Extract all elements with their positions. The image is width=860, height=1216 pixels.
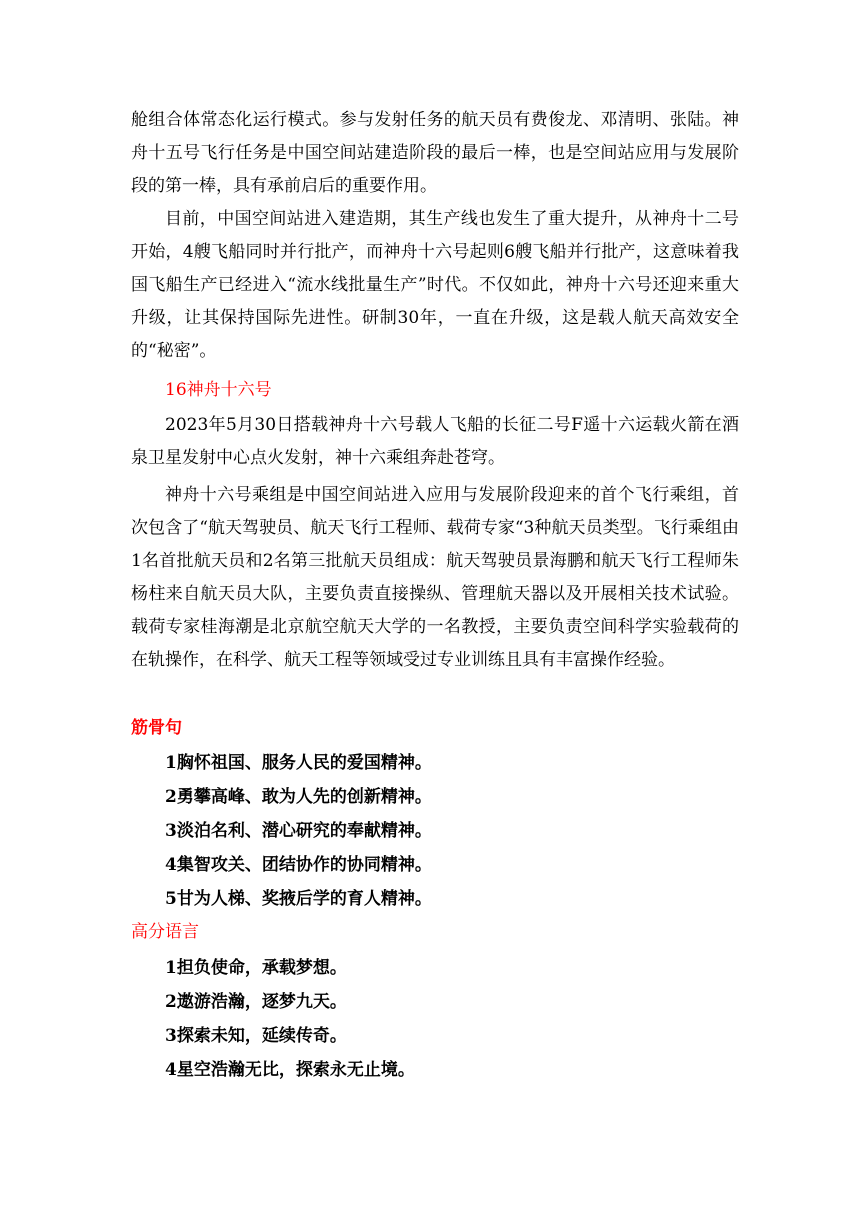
section-heading-gaofen: 高分语言 (131, 922, 199, 942)
list-item: 2遨游浩瀚，逐梦九天。 (165, 992, 347, 1012)
list-item: 2勇攀高峰、敢为人先的创新精神。 (165, 787, 432, 807)
list-item: 4集智攻关、团结协作的协同精神。 (165, 855, 432, 875)
paragraph-production: 目前，中国空间站进入建造期，其生产线也发生了重大提升，从神舟十二号开始，4艘飞船同时并行批产，而神舟十六号起则6艘飞船并行批产，这意味着我国飞船生产已经进入“流水线批量生产”时代。不仅如此，神舟十六号还迎来重大升级，让其保持国际先进性。研制30年，一直在升级，这是载人航天高效安全的“秘密”。 (131, 209, 739, 361)
jingu-list (165, 746, 432, 916)
list-item: 1胸怀祖国、服务人民的爱国精神。 (165, 753, 432, 773)
paragraph-shenzhou15: 舱组合体常态化运行模式。参与发射任务的航天员有费俊龙、邓清明、张陆。神舟十五号飞行任务是中国空间站建造阶段的最后一棒，也是空间站应用与发展阶段的第一棒，具有承前启后的重要作用。 (131, 110, 739, 196)
list-item: 4星空浩瀚无比，探索永无止境。 (165, 1060, 415, 1080)
list-item: 3探索未知，延续传奇。 (165, 1026, 347, 1046)
gaofen-list (165, 951, 415, 1087)
paragraph-launch: 2023年5月30日搭载神舟十六号载人飞船的长征二号F遥十六运载火箭在酒泉卫星发射中心点火发射，神十六乘组奔赴苍穹。 (131, 415, 739, 468)
list-item: 3淡泊名利、潜心研究的奉献精神。 (165, 821, 432, 841)
list-item: 1担负使命，承载梦想。 (165, 958, 347, 978)
subheading-shenzhou16: 16神舟十六号 (165, 380, 272, 400)
list-item: 5甘为人梯、奖掖后学的育人精神。 (165, 889, 432, 909)
paragraph-crew: 神舟十六号乘组是中国空间站进入应用与发展阶段迎来的首个飞行乘组，首次包含了“航天驾驶员、航天飞行工程师、载荷专家“3种航天员类型。飞行乘组由1名首批航天员和2名第三批航天员组成：航天驾驶员景海鹏和航天飞行工程师朱杨柱来自航天员大队，主要负责直接操纵、管理航天器以及开展相关技术试验。载荷专家桂海潮是北京航空航天大学的一名教授，主要负责空间科学实验载荷的在轨操作，在科学、航天工程等领域受过专业训练且具有丰富操作经验。 (131, 485, 739, 670)
section-heading-jingu: 筋骨句 (131, 718, 182, 738)
